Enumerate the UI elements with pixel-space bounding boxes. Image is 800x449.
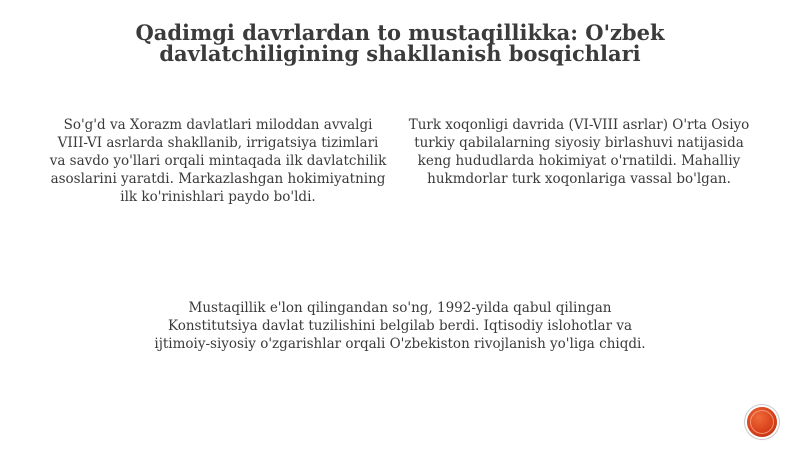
paragraph-turk-xoqonligi: Turk xoqonligi davrida (VI-VIII asrlar) O'rta Osiyo turkiy qabilalarning siyosiy birlashuvi natijasida keng hududlarda hokimiyat o'rnatildi. Mahalliy hukmdorlar turk xoqonlariga vassal bo'lgan.	[408, 117, 750, 187]
next-slide-button[interactable]	[747, 407, 777, 437]
paragraph-sogd-xorazm: So'g'd va Xorazm davlatlari miloddan avvalgi VIII-VI asrlarda shakllanib, irrigatsiya tizimlari va savdo yo'llari orqali mintaqada ilk davlatchilik asoslarini yaratdi. Markazlashgan hokimiyatning ilk ko'rinishlari paydo bo'ldi.	[49, 117, 387, 205]
paragraph-mustaqillik: Mustaqillik e'lon qilingandan so'ng, 1992-yilda qabul qilingan Konstitutsiya davlat tuzilishini belgilab berdi. Iqtisodiy islohotlar va ijtimoiy-siyosiy o'zgarishlar orqali O'zbekiston rivojlanish yo'liga chiqdi.	[154, 300, 646, 352]
slide-title: Qadimgi davrlardan to mustaqillikka: O'zbek davlatchiligining shakllanish bosqichlari	[135, 20, 665, 66]
circle-nav-icon	[750, 410, 774, 434]
